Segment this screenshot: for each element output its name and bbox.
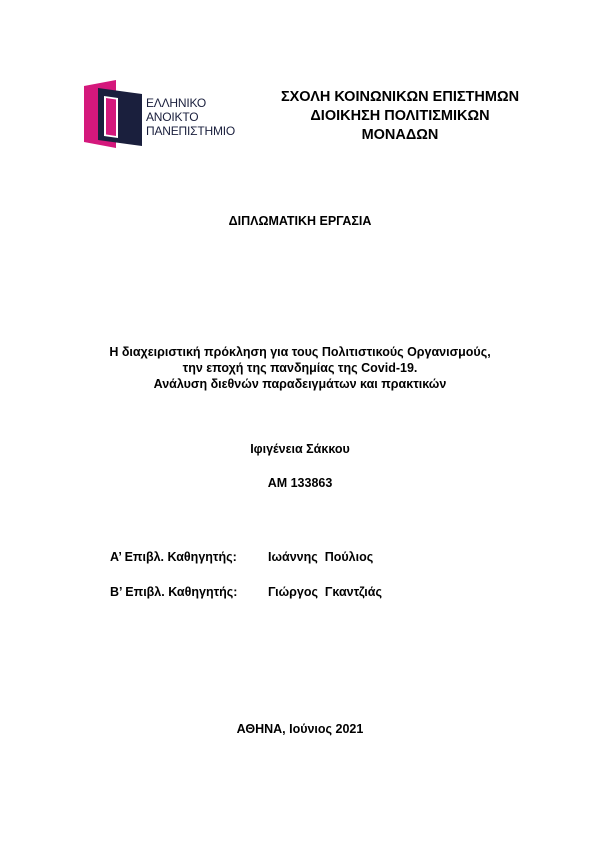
logo-mark-icon [84, 80, 144, 148]
supervisor-2-name: Γιώργος Γκαντζιάς [268, 585, 382, 599]
thesis-title-line-2: την εποχή της πανδημίας της Covid-19. [182, 361, 418, 375]
thesis-title [60, 344, 540, 392]
logo-line-1: ΕΛΛΗΝΙΚΟ [146, 96, 207, 110]
thesis-title-line-1: Η διαχειριστική πρόκληση για τους Πολιτιστικούς Οργανισμούς, [109, 345, 491, 359]
logo-line-3: ΠΑΝΕΠΙΣΤΗΜΙΟ [146, 124, 236, 138]
supervisor-1-name: Ιωάννης Πούλιος [268, 550, 374, 564]
program-name-line-2: ΜΟΝΑΔΩΝ [361, 127, 439, 143]
document-type: ΔΙΠΛΩΜΑΤΙΚΗ ΕΡΓΑΣΙΑ [228, 214, 372, 228]
thesis-title-line-3: Ανάλυση διεθνών παραδειγμάτων και πρακτικών [153, 377, 447, 391]
school-header [270, 88, 530, 145]
school-name: ΣΧΟΛΗ ΚΟΙΝΩΝΙΚΩΝ ΕΠΙΣΤΗΜΩΝ [280, 89, 520, 105]
program-name-line-1: ΔΙΟΙΚΗΣΗ ΠΟΛΙΤΙΣΜΙΚΩΝ [310, 108, 490, 124]
logo-line-2: ΑΝΟΙΚΤΟ [146, 110, 199, 124]
registration-number: ΑΜ 133863 [267, 476, 333, 490]
university-logo [84, 80, 254, 148]
supervisor-1-role: Α’ Επιβλ. Καθηγητής: [110, 550, 237, 564]
logo-wordmark [146, 96, 235, 138]
supervisor-2 [110, 585, 382, 599]
supervisor-2-role: Β’ Επιβλ. Καθηγητής: [110, 585, 238, 599]
author-name: Ιφιγένεια Σάκκου [250, 442, 350, 456]
place-date: ΑΘΗΝΑ, Ιούνιος 2021 [236, 722, 364, 736]
supervisor-1 [110, 550, 373, 564]
